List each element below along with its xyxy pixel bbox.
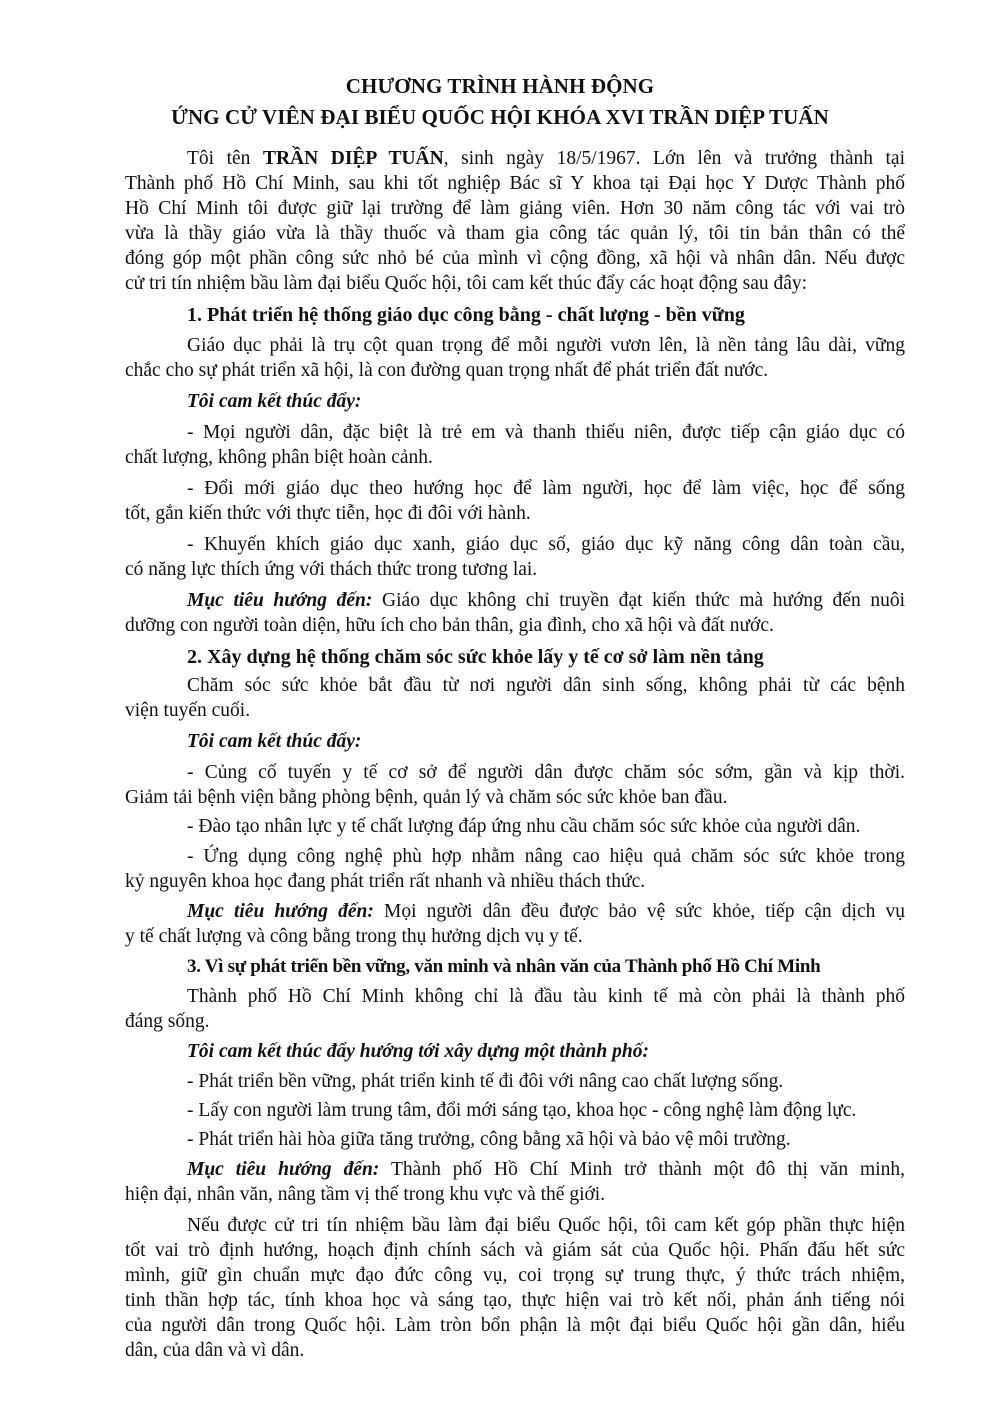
bullet-line: tốt, gắn kiến thức với thực tiễn, học đi đôi với hành. <box>125 503 531 524</box>
intro-line: cử tri tín nhiệm bầu làm đại biểu Quốc hội, tôi cam kết thúc đẩy các hoạt động sau đây: <box>125 273 808 294</box>
bullet-line: - Khuyến khích giáo dục xanh, giáo dục số, giáo dục kỹ năng công dân toàn cầu, <box>187 534 905 555</box>
section-text-line: đáng sống. <box>125 1011 210 1032</box>
bullet-line: - Phát triển hài hòa giữa tăng trưởng, công bằng xã hội và bảo vệ môi trường. <box>187 1129 791 1150</box>
closing-line: Nếu được cử tri tín nhiệm bầu làm đại biểu Quốc hội, tôi cam kết góp phần thực hiện <box>187 1215 905 1236</box>
goal-line: Mục tiêu hướng đến: Thành phố Hồ Chí Minh trở thành một đô thị văn minh, <box>187 1159 905 1180</box>
intro-line: vừa là thầy giáo vừa là thầy thuốc và tham gia công tác quản lý, tôi tin bản thân có thể <box>125 223 905 244</box>
candidate-name: TRẦN DIỆP TUẤN <box>262 148 444 169</box>
bullet-line: kỷ nguyên khoa học đang phát triển rất nhanh và nhiều thách thức. <box>125 871 646 892</box>
goal-label: Mục tiêu hướng đến: <box>187 1159 380 1180</box>
goal-line: Mục tiêu hướng đến: Mọi người dân đều được bảo vệ sức khỏe, tiếp cận dịch vụ <box>187 901 905 922</box>
section-text-line: chắc cho sự phát triển xã hội, là con đường quan trọng nhất để phát triển đất nước. <box>125 360 769 381</box>
bullet-line: - Đổi mới giáo dục theo hướng học để làm người, học để làm việc, học để sống <box>187 478 905 499</box>
commit-label: Tôi cam kết thúc đẩy hướng tới xây dựng một thành phố: <box>187 1041 649 1062</box>
goal-line: dưỡng con người toàn diện, hữu ích cho bản thân, gia đình, cho xã hội và đất nước. <box>125 615 774 636</box>
closing-line: tốt vai trò định hướng, hoạch định chính sách và giám sát của Quốc hội. Phấn đấu hết sức <box>125 1240 905 1261</box>
goal-line: hiện đại, nhân văn, nâng tầm vị thế trong khu vực và thế giới. <box>125 1184 606 1205</box>
goal-line: y tế chất lượng và công bằng trong thụ hưởng dịch vụ y tế. <box>125 926 583 947</box>
bullet-line: chất lượng, không phân biệt hoàn cảnh. <box>125 447 433 468</box>
goal-label: Mục tiêu hướng đến: <box>187 590 373 611</box>
section-heading: 2. Xây dựng hệ thống chăm sóc sức khỏe lấy y tế cơ sở làm nền tảng <box>187 646 764 668</box>
bullet-line: - Đào tạo nhân lực y tế chất lượng đáp ứng nhu cầu chăm sóc sức khỏe của người dân. <box>187 816 861 837</box>
bullet-line: - Củng cố tuyến y tế cơ sở để người dân được chăm sóc sớm, gần và kịp thời. <box>187 762 905 783</box>
closing-line: dân, của dân và vì dân. <box>125 1340 305 1361</box>
bullet-line: Giảm tải bệnh viện bằng phòng bệnh, quản lý và chăm sóc sức khỏe ban đầu. <box>125 787 728 808</box>
commit-label: Tôi cam kết thúc đẩy: <box>187 731 362 752</box>
bullet-line: - Mọi người dân, đặc biệt là trẻ em và thanh thiếu niên, được tiếp cận giáo dục có <box>187 422 905 443</box>
bullet-line: - Phát triển bền vững, phát triển kinh tế đi đôi với nâng cao chất lượng sống. <box>187 1071 784 1092</box>
closing-line: của người dân trong Quốc hội. Làm tròn bổn phận là một đại biểu Quốc hội gần dân, hiểu <box>125 1315 905 1336</box>
intro-line: Thành phố Hồ Chí Minh, sau khi tốt nghiệp Bác sĩ Y khoa tại Đại học Y Dược Thành phố <box>125 173 905 194</box>
intro-line: đóng góp một phần công sức nhỏ bé của mình vì cộng đồng, xã hội và nhân dân. Nếu được <box>125 248 905 269</box>
section-heading: 1. Phát triển hệ thống giáo dục công bằng - chất lượng - bền vững <box>187 304 745 326</box>
goal-label: Mục tiêu hướng đến: <box>187 901 374 922</box>
section-heading: 3. Vì sự phát triển bền vững, văn minh và nhân văn của Thành phố Hồ Chí Minh <box>187 956 821 977</box>
commit-label: Tôi cam kết thúc đẩy: <box>187 391 362 412</box>
closing-line: mình, giữ gìn chuẩn mực đạo đức công vụ, coi trọng sự trung thực, ý thức trách nhiệm, <box>125 1265 905 1286</box>
bullet-line: có năng lực thích ứng với thách thức trong tương lai. <box>125 559 538 580</box>
bullet-line: - Ứng dụng công nghệ phù hợp nhằm nâng cao hiệu quả chăm sóc sức khỏe trong <box>187 846 905 867</box>
bullet-line: - Lấy con người làm trung tâm, đổi mới sáng tạo, khoa học - công nghệ làm động lực. <box>187 1100 857 1121</box>
section-text-line: Thành phố Hồ Chí Minh không chỉ là đầu tàu kinh tế mà còn phải là thành phố <box>187 986 905 1007</box>
closing-line: tinh thần hợp tác, tính khoa học và sáng tạo, thực hiện vai trò kết nối, phản ánh tiếng nói <box>125 1290 905 1311</box>
intro-line: Hồ Chí Minh tôi được giữ lại trường để làm giảng viên. Hơn 30 năm công tác với vai trò <box>125 198 905 219</box>
section-text-line: Giáo dục phải là trụ cột quan trọng để mỗi người vươn lên, là nền tảng lâu dài, vững <box>187 335 905 356</box>
document-title-line-1: CHƯƠNG TRÌNH HÀNH ĐỘNG <box>345 74 655 98</box>
section-text-line: viện tuyến cuối. <box>125 700 251 721</box>
intro-line: Tôi tên TRẦN DIỆP TUẤN, sinh ngày 18/5/1967. Lớn lên và trưởng thành tại <box>187 148 906 169</box>
goal-line: Mục tiêu hướng đến: Giáo dục không chỉ truyền đạt kiến thức mà hướng đến nuôi <box>187 590 905 611</box>
section-text-line: Chăm sóc sức khỏe bắt đầu từ nơi người dân sinh sống, không phải từ các bệnh <box>187 675 905 696</box>
document-title-line-2: ỨNG CỬ VIÊN ĐẠI BIỂU QUỐC HỘI KHÓA XVI TRẦN DIỆP TUẤN <box>171 105 829 129</box>
